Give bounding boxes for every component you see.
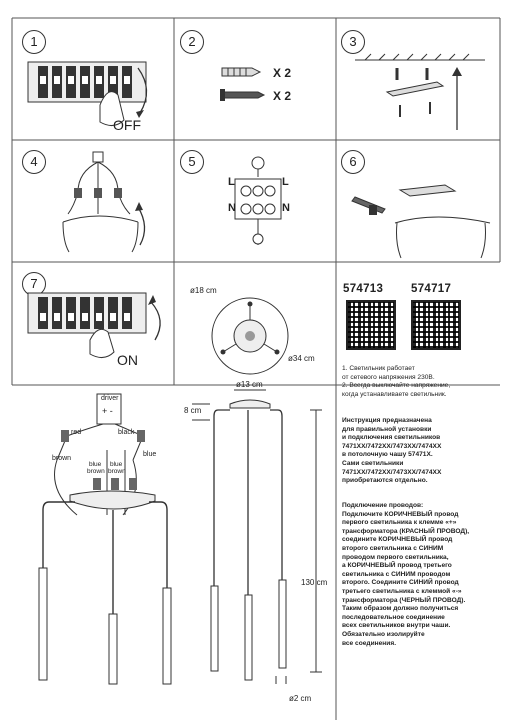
qr-code-1 xyxy=(346,300,396,350)
canopy-top-view xyxy=(205,290,301,382)
intro-line: 7471XX/7472XX/7473XX/7474XX xyxy=(342,468,442,476)
wiring-line: первого светильника к клемме «+» xyxy=(342,519,457,527)
intro-line: Инструкция предназначена xyxy=(342,417,432,424)
canopy-large-diameter: ø34 cm xyxy=(288,354,315,363)
model-code-2: 574717 xyxy=(411,283,452,295)
blue-wire-label-2: blue xyxy=(110,461,123,468)
step-5-number: 5 xyxy=(180,150,204,174)
wiring-line: проводом первого светильника, xyxy=(342,553,449,561)
canopy-fix-icon xyxy=(345,175,495,260)
wiring-line: Подключение проводов: xyxy=(342,502,424,509)
terminal-left-l: L xyxy=(228,176,235,188)
qr-code-2 xyxy=(411,300,461,350)
dowel-and-screw-icon xyxy=(218,60,268,105)
tube-diameter-label: ø2 cm xyxy=(289,694,312,703)
wiring-line: последовательное соединение xyxy=(342,613,445,621)
blue-wire-label: blue xyxy=(143,451,157,458)
warning-line-1: 1. Светильник работает xyxy=(342,365,415,372)
brown-wire-label: brown xyxy=(52,455,72,462)
warning-line-3: 2. Всегда выключайте напряжение, xyxy=(342,382,451,390)
intro-line: Сами светильники xyxy=(342,459,404,467)
intro-line: для правильной установки xyxy=(342,425,432,433)
wiring-line: Таким образом должно получиться xyxy=(342,605,459,613)
warning-line-2: от сетевого напряжения 230В. xyxy=(342,373,435,381)
black-wire-label: black xyxy=(118,429,135,436)
intro-line: приобретаются отдельно. xyxy=(342,477,428,485)
dimension-drawing xyxy=(190,380,330,710)
dowel-quantity: X 2 xyxy=(273,66,292,80)
step-4-number: 4 xyxy=(22,150,46,174)
wire-connection-icon xyxy=(55,150,170,255)
wiring-line: трансформатора (КРАСНЫЙ ПРОВОД), xyxy=(342,527,470,535)
wiring-diagram xyxy=(15,390,180,695)
canopy-small-diameter: ø18 cm xyxy=(190,286,217,295)
red-wire-label: red xyxy=(71,429,82,436)
wiring-line: трансформатора (ЧЕРНЫЙ ПРОВОД). xyxy=(342,596,466,604)
step-6-number: 6 xyxy=(341,150,365,174)
breaker-panel-off xyxy=(20,50,170,135)
terminal-right-n: N xyxy=(282,202,290,214)
wiring-line: второго. Соедините СИНИЙ провод xyxy=(342,579,459,587)
blue-wire-label-1: blue xyxy=(89,461,102,468)
step-1-number: 1 xyxy=(22,30,46,54)
terminal-right-l: L xyxy=(282,176,289,188)
driver-label: driver xyxy=(101,395,119,402)
canopy-diameter-label: ø13 cm xyxy=(236,380,263,389)
instruction-intro xyxy=(342,417,502,486)
wiring-line: Обязательно изолируйте xyxy=(342,630,425,638)
instruction-wiring xyxy=(342,502,502,648)
breaker-panel-on xyxy=(20,285,170,370)
terminal-left-n: N xyxy=(228,202,236,214)
wiring-line: светильника с СИНИМ проводом xyxy=(342,570,451,578)
step-3-number: 3 xyxy=(341,30,365,54)
wiring-line: соедините КОРИЧНЕВЫЙ провод xyxy=(342,536,453,544)
warning-line-4: когда устанавливаете светильник. xyxy=(342,390,447,398)
bracket-mounting-icon xyxy=(345,50,495,135)
intro-line: в потолочную чашу 57471X. xyxy=(342,451,433,459)
off-caption: OFF xyxy=(113,117,141,133)
step-2-number: 2 xyxy=(180,30,204,54)
wiring-line: Подключите КОРИЧНЕВЫЙ провод xyxy=(342,510,459,518)
wiring-line: всех светильников внутри чаши. xyxy=(342,622,451,630)
length-label: 130 cm xyxy=(301,578,328,587)
step-7-number: 7 xyxy=(22,272,46,296)
wiring-line: а КОРИЧНЕВЫЙ провод третьего xyxy=(342,562,452,570)
brown-wire-label-2: brown xyxy=(108,468,126,475)
canopy-height-label: 8 cm xyxy=(184,406,202,415)
model-code-1: 574713 xyxy=(343,283,384,295)
brown-wire-label-1: brown xyxy=(87,468,105,475)
on-caption: ON xyxy=(117,352,138,368)
wiring-line: все соединения. xyxy=(342,639,397,647)
driver-polarity: + - xyxy=(102,406,113,416)
warning-block xyxy=(342,365,502,399)
wiring-line: третьего светильника с клеммой «-» xyxy=(342,587,462,595)
intro-line: 7471XX/7472XX/7473XX/7474XX xyxy=(342,442,442,450)
screw-quantity: X 2 xyxy=(273,89,292,103)
wiring-line: второго светильника с СИНИМ xyxy=(342,544,444,552)
intro-line: и подключения светильников xyxy=(342,434,441,442)
